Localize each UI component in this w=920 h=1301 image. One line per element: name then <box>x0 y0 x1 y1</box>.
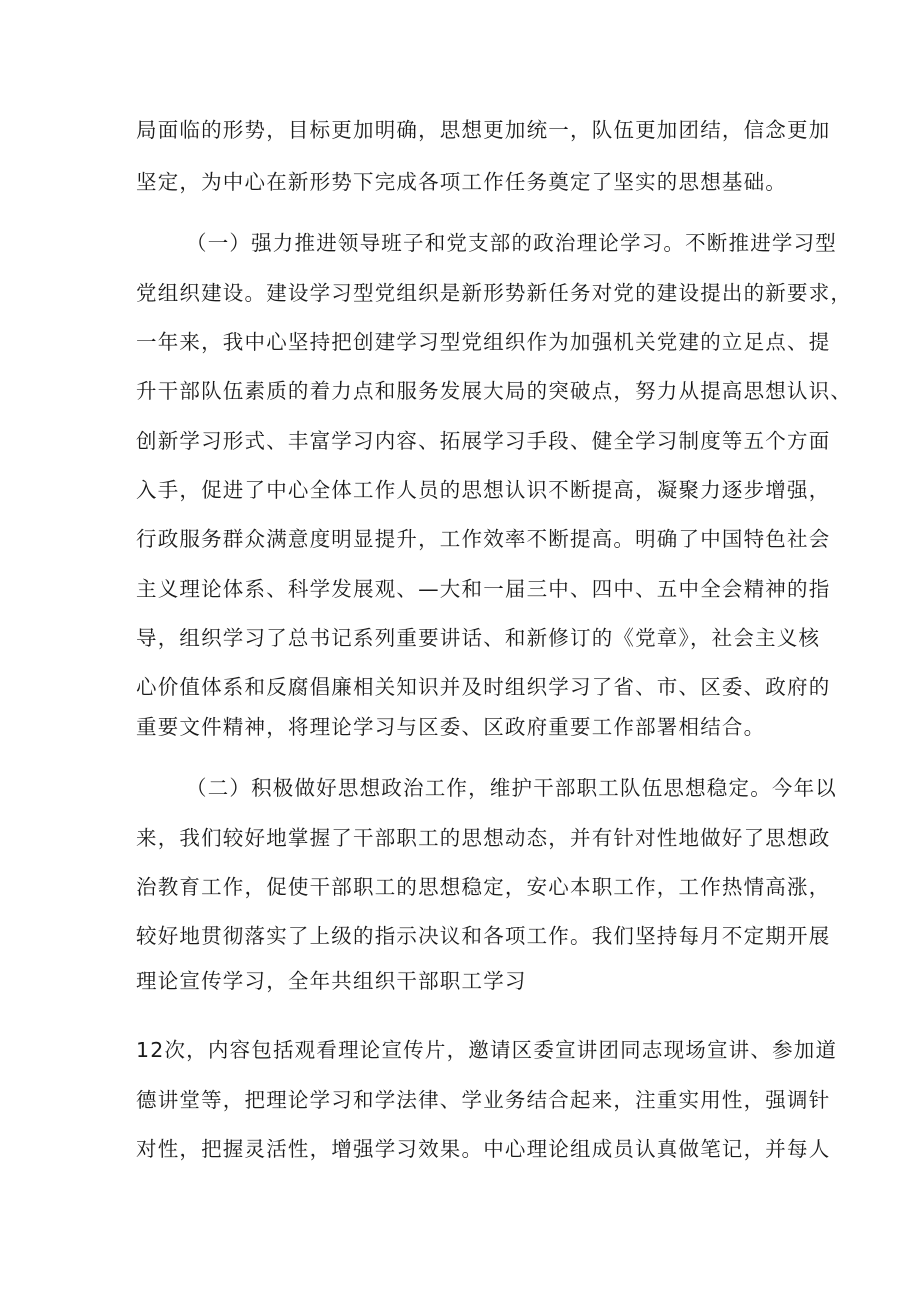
text-line: 理论宣传学习，全年共组织干部职工学习 <box>136 969 527 993</box>
text-line: 升干部队伍素质的着力点和服务发展大局的突破点，努力从提高思想认识、 <box>136 379 853 403</box>
text-line: 较好地贯彻落实了上级的指示决议和各项工作。我们坚持每月不定期开展 <box>136 924 831 948</box>
text-line: 德讲堂等，把理论学习和学法律、学业务结合起来，注重实用性，强调针 <box>136 1088 831 1112</box>
text-line: 主义理论体系、科学发展观、—大和一届三中、四中、五中全会精神的指 <box>136 577 831 601</box>
text-line: 创新学习形式、丰富学习内容、拓展学习手段、健全学习制度等五个方面 <box>136 429 831 453</box>
text-line: 对性，把握灵活性，增强学习效果。中心理论组成员认真做笔记，并每人 <box>136 1137 831 1161</box>
text-line: 局面临的形势，目标更加明确，思想更加统一，队伍更加团结，信念更加 <box>136 118 831 142</box>
text-line: 党组织建设。建设学习型党组织是新形势新任务对党的建设提出的新要求， <box>136 281 853 305</box>
text-line: 一年来，我中心坚持把创建学习型党组织作为加强机关党建的立足点、提 <box>136 330 831 354</box>
paragraph-heading-2: （二）积极做好思想政治工作，维护干部职工队伍思想稳定。今年以 <box>186 776 837 800</box>
text-line: 来，我们较好地掌握了干部职工的思想动态，并有针对性地做好了思想政 <box>136 826 831 850</box>
text-line: 治教育工作，促使干部职工的思想稳定，安心本职工作，工作热情高涨， <box>136 875 831 899</box>
paragraph-heading-1: （一）强力推进领导班子和党支部的政治理论学习。不断推进学习型 <box>186 231 837 255</box>
text-line: 行政服务群众满意度明显提升，工作效率不断提高。明确了中国特色社会 <box>136 527 831 551</box>
text-line: 重要文件精神，将理论学习与区委、区政府重要工作部署相结合。 <box>136 715 766 739</box>
text-line: 心价值体系和反腐倡廉相关知识并及时组织学习了省、市、区委、政府的 <box>136 675 831 699</box>
text-line: 12次，内容包括观看理论宣传片，邀请区委宣讲团同志现场宣讲、参加道 <box>136 1038 838 1062</box>
text-line: 导，组织学习了总书记系列重要讲话、和新修订的《党章》，社会主义核 <box>136 626 821 650</box>
text-line: 坚定，为中心在新形势下完成各项工作任务奠定了坚实的思想基础。 <box>136 170 787 194</box>
text-line: 入手，促进了中心全体工作人员的思想认识不断提高，凝聚力逐步增强， <box>136 478 831 502</box>
